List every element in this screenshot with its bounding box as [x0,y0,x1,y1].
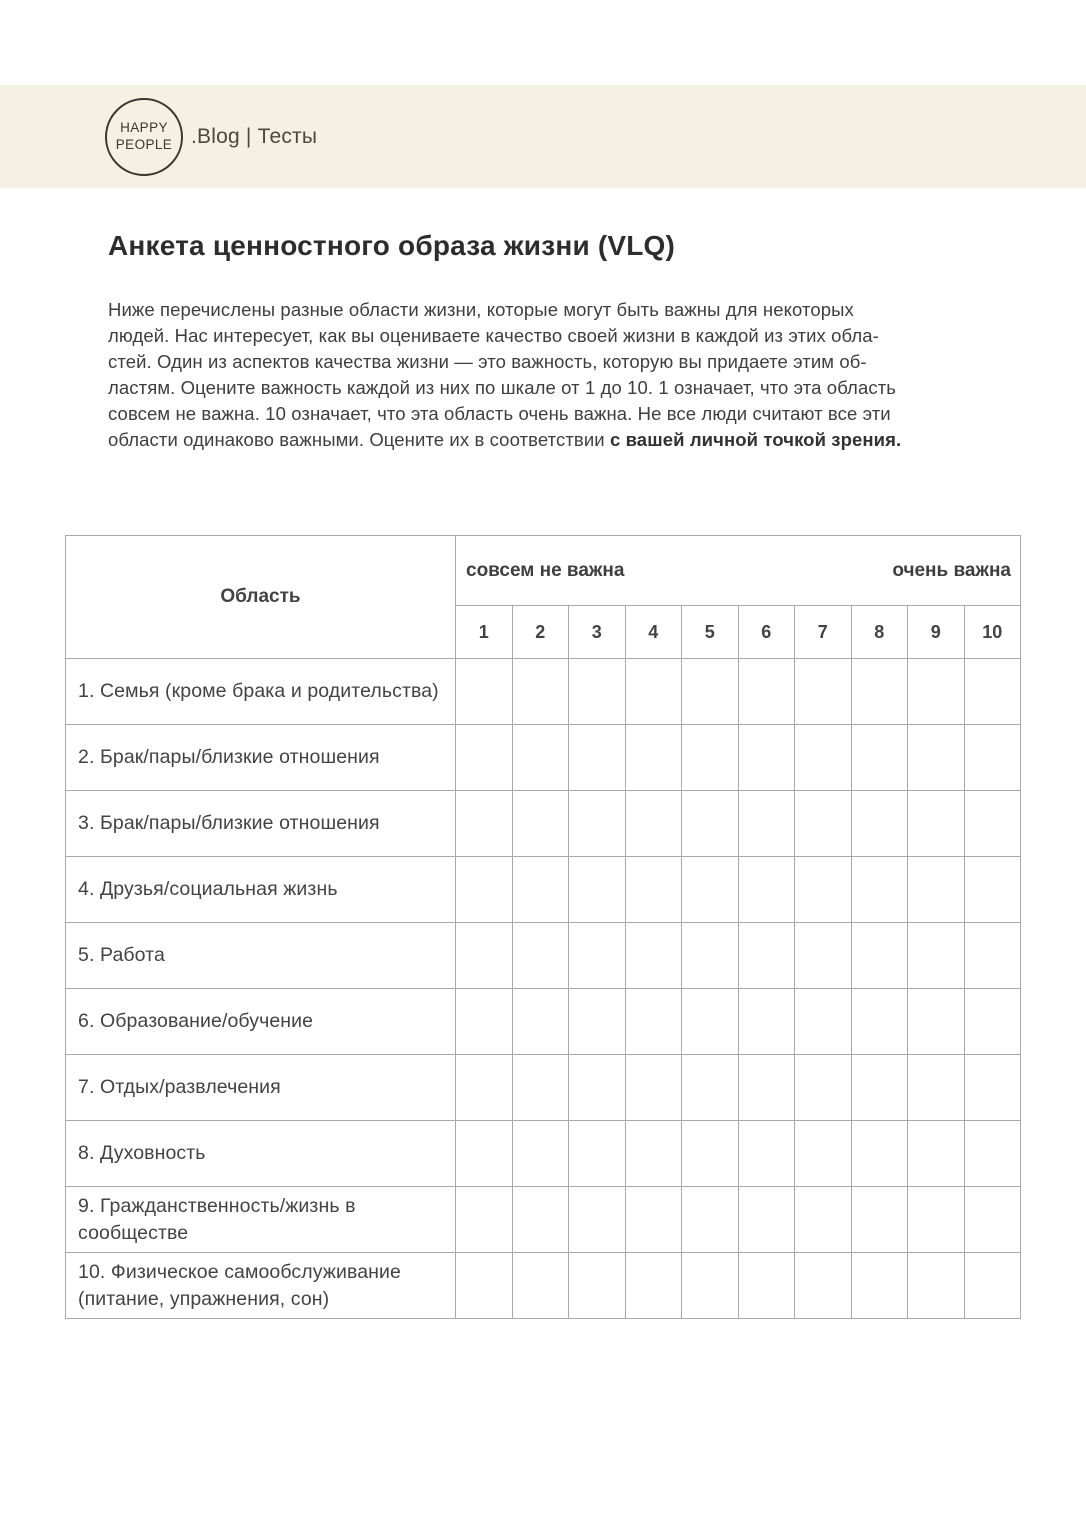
rating-cell-row8-col10[interactable] [964,1121,1021,1187]
rating-cell-row8-col2[interactable] [512,1121,569,1187]
rating-cell-row10-col1[interactable] [456,1253,513,1319]
rating-cell-row7-col1[interactable] [456,1055,513,1121]
rating-cell-row2-col1[interactable] [456,725,513,791]
rating-cell-row9-col10[interactable] [964,1187,1021,1253]
rating-cell-row2-col8[interactable] [851,725,908,791]
rating-cell-row4-col2[interactable] [512,857,569,923]
rating-cell-row9-col3[interactable] [569,1187,626,1253]
rating-cell-row4-col6[interactable] [738,857,795,923]
intro-line [108,427,986,453]
rating-cell-row10-col7[interactable] [795,1253,852,1319]
rating-cell-row6-col9[interactable] [908,989,965,1055]
rating-cell-row4-col4[interactable] [625,857,682,923]
rating-cell-row8-col3[interactable] [569,1121,626,1187]
rating-cell-row10-col2[interactable] [512,1253,569,1319]
page-title: Анкета ценностного образа жизни (VLQ) [108,230,676,261]
rating-cell-row4-col8[interactable] [851,857,908,923]
rating-cell-row4-col3[interactable] [569,857,626,923]
row-label: 1. Семья (кроме брака и родительства) [66,659,456,725]
rating-cell-row7-col5[interactable] [682,1055,739,1121]
rating-cell-row8-col5[interactable] [682,1121,739,1187]
rating-cell-row6-col3[interactable] [569,989,626,1055]
rating-cell-row1-col5[interactable] [682,659,739,725]
intro-paragraph [108,297,986,453]
table-row [66,1121,1021,1187]
rating-cell-row1-col3[interactable] [569,659,626,725]
rating-cell-row5-col1[interactable] [456,923,513,989]
logo-text-line1: HAPPY [120,119,168,135]
intro-line: людей. Нас интересует, как вы оцениваете качество своей жизни в каждой из этих обла- [108,325,879,346]
rating-cell-row2-col2[interactable] [512,725,569,791]
scale-min-label: совсем не важна [466,559,625,581]
rating-cell-row1-col6[interactable] [738,659,795,725]
table-row [66,1253,1021,1319]
rating-cell-row8-col7[interactable] [795,1121,852,1187]
scale-number-10: 10 [964,606,1021,659]
intro-line: Ниже перечислены разные области жизни, которые могут быть важны для некоторых [108,299,854,320]
rating-cell-row3-col10[interactable] [964,791,1021,857]
rating-cell-row2-col7[interactable] [795,725,852,791]
row-label: 3. Брак/пары/близкие отношения [66,791,456,857]
rating-cell-row2-col5[interactable] [682,725,739,791]
rating-cell-row5-col7[interactable] [795,923,852,989]
scale-number-3: 3 [569,606,626,659]
scale-number-7: 7 [795,606,852,659]
intro-line-normal: области одинаково важными. Оцените их в соответствии [108,429,610,450]
rating-cell-row2-col10[interactable] [964,725,1021,791]
column-header-area: Область [66,536,456,659]
row-label: 6. Образование/обучение [66,989,456,1055]
row-label: 10. Физическое самообслуживание (питание, упражнения, сон) [66,1253,456,1319]
table-row [66,791,1021,857]
rating-cell-row9-col6[interactable] [738,1187,795,1253]
rating-cell-row1-col10[interactable] [964,659,1021,725]
rating-cell-row1-col9[interactable] [908,659,965,725]
rating-cell-row3-col5[interactable] [682,791,739,857]
rating-cell-row8-col4[interactable] [625,1121,682,1187]
rating-cell-row5-col8[interactable] [851,923,908,989]
rating-cell-row4-col7[interactable] [795,857,852,923]
table-row [66,1187,1021,1253]
row-label: 5. Работа [66,923,456,989]
scale-number-9: 9 [908,606,965,659]
scale-number-2: 2 [512,606,569,659]
intro-line: стей. Один из аспектов качества жизни — это важность, которую вы придаете этим об- [108,351,867,372]
rating-cell-row1-col1[interactable] [456,659,513,725]
scale-number-4: 4 [625,606,682,659]
rating-cell-row5-col6[interactable] [738,923,795,989]
rating-cell-row7-col8[interactable] [851,1055,908,1121]
rating-cell-row6-col6[interactable] [738,989,795,1055]
intro-line: ластям. Оцените важность каждой из них по шкале от 1 до 10. 1 означает, что эта область [108,377,897,398]
intro-bold-text: с вашей личной точкой зрения. [609,429,902,450]
rating-cell-row6-col10[interactable] [964,989,1021,1055]
rating-cell-row10-col6[interactable] [738,1253,795,1319]
rating-cell-row6-col5[interactable] [682,989,739,1055]
rating-cell-row2-col9[interactable] [908,725,965,791]
rating-cell-row7-col4[interactable] [625,1055,682,1121]
rating-cell-row10-col4[interactable] [625,1253,682,1319]
scale-number-6: 6 [738,606,795,659]
rating-cell-row1-col2[interactable] [512,659,569,725]
rating-cell-row10-col8[interactable] [851,1253,908,1319]
rating-cell-row8-col8[interactable] [851,1121,908,1187]
row-label: 8. Духовность [66,1121,456,1187]
logo-circle-icon [105,98,183,176]
rating-cell-row5-col2[interactable] [512,923,569,989]
rating-cell-row5-col5[interactable] [682,923,739,989]
rating-cell-row8-col6[interactable] [738,1121,795,1187]
rating-cell-row1-col4[interactable] [625,659,682,725]
table-row [66,857,1021,923]
row-label: 2. Брак/пары/близкие отношения [66,725,456,791]
scale-max-label: очень важна [892,559,1011,581]
rating-cell-row9-col7[interactable] [795,1187,852,1253]
row-label: 4. Друзья/социальная жизнь [66,857,456,923]
rating-cell-row10-col9[interactable] [908,1253,965,1319]
rating-cell-row8-col1[interactable] [456,1121,513,1187]
article-body [0,230,1086,453]
rating-cell-row5-col3[interactable] [569,923,626,989]
scale-number-1: 1 [456,606,513,659]
rating-cell-row3-col4[interactable] [625,791,682,857]
rating-cell-row7-col9[interactable] [908,1055,965,1121]
rating-cell-row4-col10[interactable] [964,857,1021,923]
rating-cell-row9-col8[interactable] [851,1187,908,1253]
rating-cell-row6-col8[interactable] [851,989,908,1055]
vlq-rating-table [65,535,1021,1319]
rating-cell-row1-col7[interactable] [795,659,852,725]
rating-cell-row7-col6[interactable] [738,1055,795,1121]
table-row [66,1055,1021,1121]
scale-header-cell [456,536,1021,606]
rating-cell-row1-col8[interactable] [851,659,908,725]
rating-cell-row7-col2[interactable] [512,1055,569,1121]
header-band [0,85,1086,188]
rating-cell-row3-col2[interactable] [512,791,569,857]
rating-cell-row5-col4[interactable] [625,923,682,989]
rating-cell-row5-col9[interactable] [908,923,965,989]
scale-number-8: 8 [851,606,908,659]
logo-text-line2: PEOPLE [115,136,173,152]
rating-cell-row3-col6[interactable] [738,791,795,857]
rating-cell-row6-col2[interactable] [512,989,569,1055]
table-row [66,725,1021,791]
table-row [66,659,1021,725]
rating-cell-row6-col1[interactable] [456,989,513,1055]
rating-cell-row7-col7[interactable] [795,1055,852,1121]
table-body [66,659,1021,1319]
scale-number-5: 5 [682,606,739,659]
rating-cell-row7-col3[interactable] [569,1055,626,1121]
rating-cell-row9-col1[interactable] [456,1187,513,1253]
rating-cell-row5-col10[interactable] [964,923,1021,989]
rating-cell-row2-col4[interactable] [625,725,682,791]
intro-line: совсем не важна. 10 означает, что эта область очень важна. Не все люди считают все эти [108,403,891,424]
table-row [66,923,1021,989]
rating-cell-row3-col3[interactable] [569,791,626,857]
rating-cell-row10-col5[interactable] [682,1253,739,1319]
rating-cell-row4-col9[interactable] [908,857,965,923]
vlq-table-wrapper [65,535,1086,1319]
row-label: 7. Отдых/развлечения [66,1055,456,1121]
rating-cell-row7-col10[interactable] [964,1055,1021,1121]
site-section-label[interactable]: .Blog | Тесты [191,124,318,148]
rating-cell-row9-col2[interactable] [512,1187,569,1253]
rating-cell-row10-col10[interactable] [964,1253,1021,1319]
table-row [66,989,1021,1055]
rating-cell-row2-col6[interactable] [738,725,795,791]
rating-cell-row9-col9[interactable] [908,1187,965,1253]
rating-cell-row9-col4[interactable] [625,1187,682,1253]
rating-cell-row3-col8[interactable] [851,791,908,857]
rating-cell-row6-col4[interactable] [625,989,682,1055]
rating-cell-row3-col9[interactable] [908,791,965,857]
rating-cell-row9-col5[interactable] [682,1187,739,1253]
rating-cell-row4-col5[interactable] [682,857,739,923]
rating-cell-row3-col7[interactable] [795,791,852,857]
rating-cell-row8-col9[interactable] [908,1121,965,1187]
row-label: 9. Гражданственность/жизнь в сообществе [66,1187,456,1253]
scale-label-row [66,536,1021,606]
rating-cell-row2-col3[interactable] [569,725,626,791]
rating-cell-row10-col3[interactable] [569,1253,626,1319]
rating-cell-row6-col7[interactable] [795,989,852,1055]
site-logo[interactable] [105,98,317,176]
rating-cell-row4-col1[interactable] [456,857,513,923]
rating-cell-row3-col1[interactable] [456,791,513,857]
